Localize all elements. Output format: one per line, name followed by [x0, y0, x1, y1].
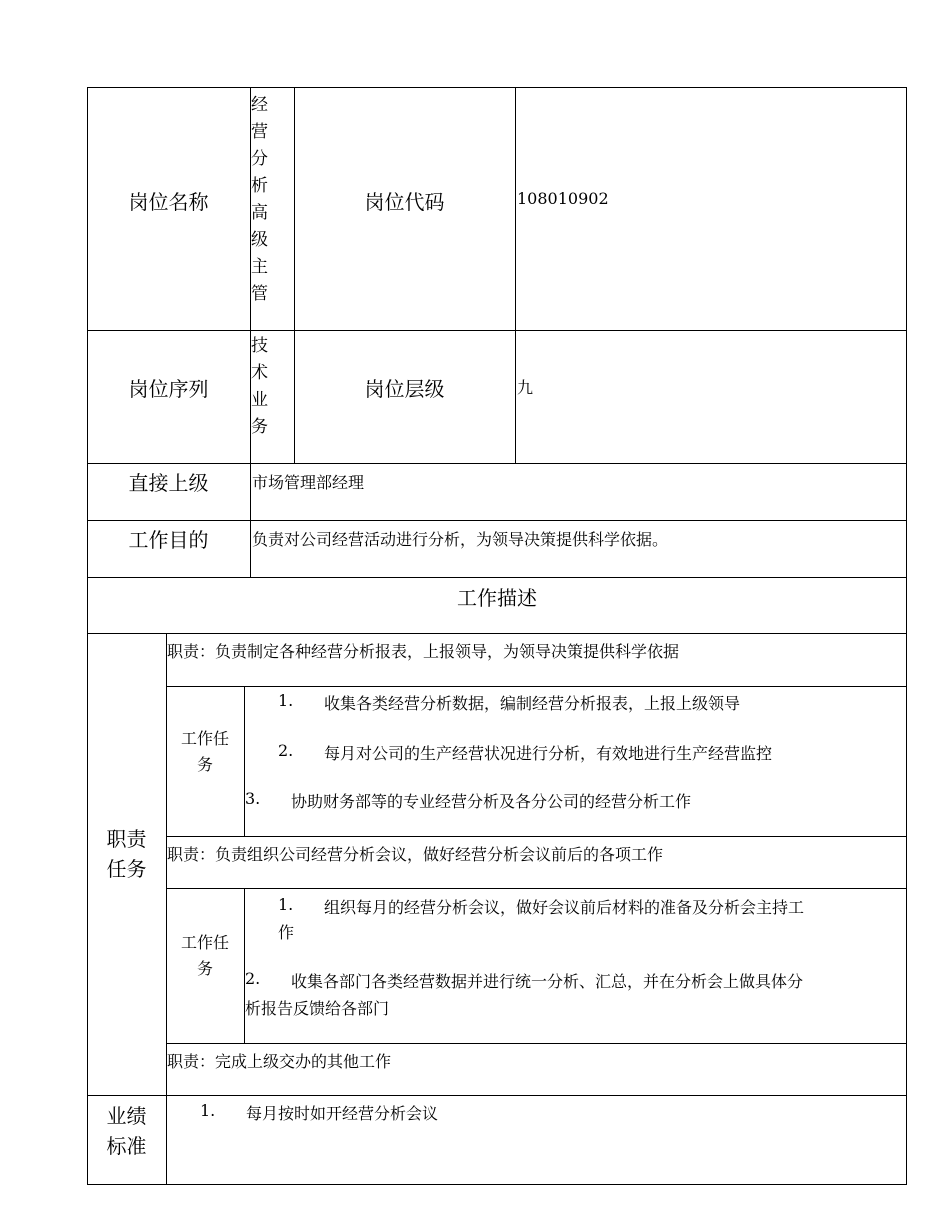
- task-label-line: 工作任: [180, 933, 229, 952]
- job-description-table: [87, 87, 907, 1185]
- duty-2: 职责：负责组织公司经营分析会议，做好经营分析会议前后的各项工作: [167, 845, 664, 864]
- column-divider: [166, 633, 167, 1185]
- task-1-1: 收集各类经营分析数据，编制经营分析报表，上报上级领导: [324, 694, 741, 713]
- performance-label: [87, 1101, 166, 1161]
- task-1-1-number: 1.: [278, 691, 294, 710]
- row-divider: [87, 520, 907, 521]
- superior-label: 直接上级: [128, 471, 209, 495]
- duty-3: 职责：完成上级交办的其他工作: [167, 1052, 392, 1071]
- purpose-label: 工作目的: [128, 528, 209, 552]
- task-label: [166, 726, 244, 778]
- task-2-1-number: 1.: [278, 895, 294, 914]
- performance-label-line: 标准: [106, 1134, 147, 1158]
- duties-label-line: 职责: [106, 827, 147, 851]
- row-divider: [166, 888, 907, 889]
- column-divider: [294, 87, 295, 463]
- purpose-value: 负责对公司经营活动进行分析，为领导决策提供科学依据。: [252, 530, 669, 549]
- post-code-value: 108010902: [517, 189, 609, 208]
- row-divider: [87, 577, 907, 578]
- column-divider: [244, 686, 245, 836]
- task-1-2: 每月对公司的生产经营状况进行分析，有效地进行生产经营监控: [324, 744, 773, 763]
- row-divider: [166, 1043, 907, 1044]
- column-divider: [515, 87, 516, 463]
- description-title: 工作描述: [457, 586, 537, 610]
- task-2-2: 收集各部门各类经营数据并进行统一分析、汇总，并在分析会上做具体分: [291, 972, 804, 991]
- post-series-label: 岗位序列: [128, 377, 209, 401]
- post-level-label: 岗位层级: [364, 377, 445, 401]
- task-1-3-number: 3.: [245, 789, 261, 808]
- task-2-1: 组织每月的经营分析会议，做好会议前后材料的准备及分析会主持工: [324, 898, 805, 917]
- task-label-line: 务: [196, 755, 213, 774]
- standard-1-number: 1.: [200, 1101, 216, 1120]
- duties-label-line: 任务: [106, 857, 147, 881]
- task-1-2-number: 2.: [278, 741, 294, 760]
- task-2-1-cont: 作: [278, 923, 295, 942]
- row-divider: [87, 463, 907, 464]
- task-label-line: 工作任: [180, 729, 229, 748]
- row-divider: [166, 836, 907, 837]
- duty-1: 职责：负责制定各种经营分析报表，上报领导，为领导决策提供科学依据: [167, 642, 680, 661]
- task-label: [166, 930, 244, 982]
- superior-value: 市场管理部经理: [252, 473, 365, 492]
- post-name-label: 岗位名称: [128, 190, 209, 214]
- task-label-line: 务: [196, 959, 213, 978]
- row-divider: [87, 1095, 907, 1096]
- post-level-value: 九: [517, 378, 534, 397]
- row-divider: [166, 686, 907, 687]
- task-1-3: 协助财务部等的专业经营分析及各分公司的经营分析工作: [291, 792, 692, 811]
- column-divider: [244, 888, 245, 1043]
- post-name-value: 经营分析高级主管: [251, 95, 268, 304]
- task-2-2-number: 2.: [245, 969, 261, 988]
- duties-label: [87, 824, 166, 884]
- performance-label-line: 业绩: [106, 1104, 147, 1128]
- post-code-label: 岗位代码: [364, 190, 445, 214]
- row-divider: [87, 330, 907, 331]
- row-divider: [87, 633, 907, 634]
- task-2-2-cont: 析报告反馈给各部门: [245, 999, 390, 1018]
- post-series-value: 技术业务: [251, 336, 268, 437]
- standard-1: 每月按时如开经营分析会议: [246, 1104, 439, 1123]
